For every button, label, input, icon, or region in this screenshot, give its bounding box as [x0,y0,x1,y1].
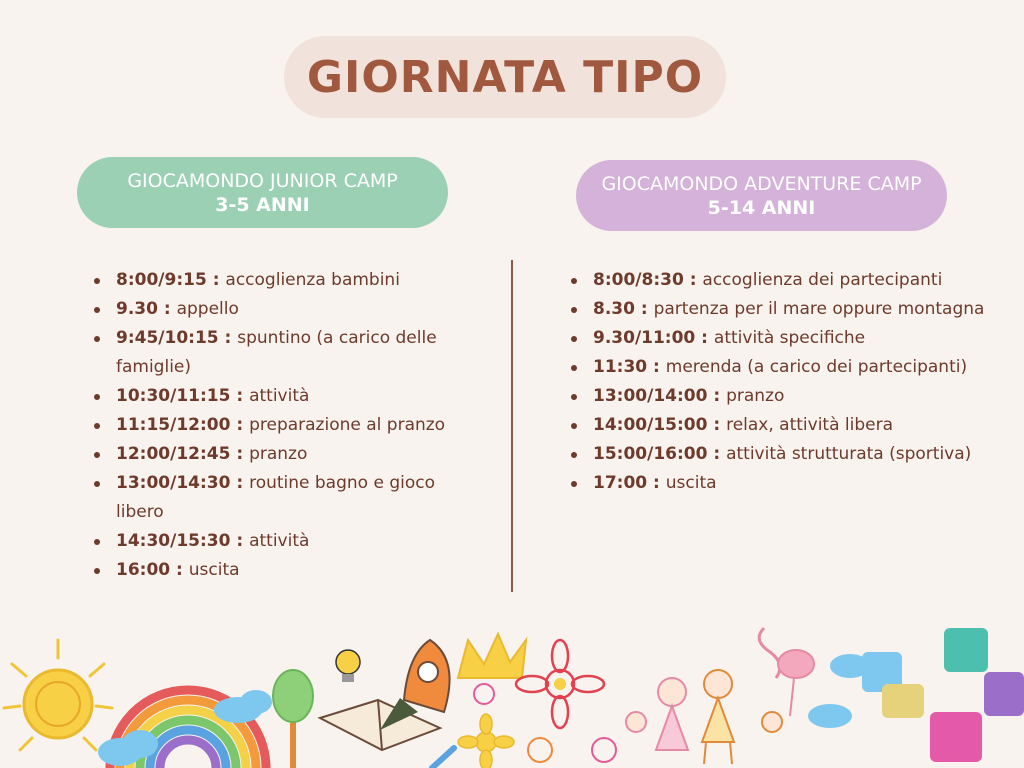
schedule-separator: : [157,299,177,319]
junior-camp-badge [77,157,448,228]
schedule-time: 12:00/12:45 [116,444,231,464]
schedule-time: 10:30/11:15 [116,386,231,406]
schedule-time: 15:00/16:00 [593,444,708,464]
adventure-schedule-item [569,295,989,324]
schedule-description: attività [249,531,310,551]
schedule-time: 17:00 [593,473,648,493]
junior-schedule-item [92,440,472,469]
adventure-schedule-item [569,324,989,353]
schedule-separator: : [634,299,654,319]
schedule-description: uscita [188,560,240,580]
schedule-separator: : [206,270,226,290]
junior-schedule-item [92,527,472,556]
schedule-description: pranzo [726,386,785,406]
junior-schedule-item [92,266,472,295]
schedule-time: 8:00/8:30 [593,270,684,290]
schedule-description: accoglienza dei partecipanti [702,270,943,290]
junior-schedule-item [92,382,472,411]
schedule-description: attività [249,386,310,406]
schedule-separator: : [707,415,727,435]
kids-drawings-decoration [0,600,1024,768]
column-divider [511,260,513,592]
title-banner [284,36,726,118]
junior-schedule-item [92,295,472,324]
schedule-separator: : [695,328,714,348]
book-icon [320,700,440,750]
junior-schedule-item [92,469,472,527]
junior-camp-age: 3-5 ANNI [215,193,310,216]
page-title: GIORNATA TIPO [306,51,704,103]
schedule-description: relax, attività libera [726,415,894,435]
junior-camp-name: GIOCAMONDO JUNIOR CAMP [127,169,398,192]
schedule-description: pranzo [249,444,308,464]
schedule-description: merenda (a carico dei partecipanti) [665,357,968,377]
schedule-separator: : [683,270,703,290]
tree-icon [273,670,313,768]
schedule-description: routine bagno e gioco libero [116,473,435,522]
adventure-camp-age: 5-14 ANNI [707,196,816,219]
schedule-time: 14:00/15:00 [593,415,708,435]
schedule-separator: : [707,444,727,464]
schedule-time: 11:30 [593,357,648,377]
adventure-schedule-item [569,382,989,411]
schedule-time: 14:30/15:30 [116,531,231,551]
schedule-description: uscita [665,473,717,493]
schedule-separator: : [230,531,250,551]
sun-icon [4,640,112,750]
schedule-separator: : [647,357,666,377]
schedule-description: partenza per il mare oppure montagna [653,299,985,319]
puzzle-icon [862,628,1024,762]
schedule-description: attività strutturata (sportiva) [726,444,972,464]
schedule-description: accoglienza bambini [225,270,400,290]
junior-schedule-list [92,266,472,585]
crown-icon [458,634,526,678]
schedule-time: 9.30 [116,299,158,319]
schedule-separator: : [707,386,727,406]
adventure-schedule-item [569,353,989,382]
adventure-camp-name: GIOCAMONDO ADVENTURE CAMP [601,172,922,195]
adventure-schedule-list [569,266,989,498]
schedule-time: 9:45/10:15 [116,328,219,348]
adventure-schedule-item [569,440,989,469]
adventure-schedule-item [569,266,989,295]
schedule-description: attività specifiche [713,328,866,348]
lightbulb-icon [336,650,360,682]
schedule-time: 8.30 [593,299,635,319]
children-icon [626,670,782,764]
schedule-separator: : [230,473,250,493]
junior-schedule-item [92,324,472,382]
schedule-description: preparazione al pranzo [249,415,446,435]
junior-schedule-item [92,556,472,585]
schedule-time: 8:00/9:15 [116,270,207,290]
adventure-schedule-item [569,469,989,498]
adventure-schedule-item [569,411,989,440]
schedule-time: 16:00 [116,560,171,580]
schedule-separator: : [230,386,250,406]
schedule-separator: : [230,444,250,464]
schedule-separator: : [218,328,238,348]
schedule-separator: : [230,415,250,435]
schedule-description: appello [176,299,239,319]
adventure-camp-badge [576,160,947,231]
schedule-time: 13:00/14:00 [593,386,708,406]
schedule-time: 11:15/12:00 [116,415,231,435]
junior-schedule-item [92,411,472,440]
schedule-separator: : [170,560,189,580]
schedule-separator: : [647,473,666,493]
schedule-description: spuntino (a carico delle famiglie) [116,328,437,377]
schedule-time: 13:00/14:30 [116,473,231,493]
flamingo-icon [759,628,814,716]
schedule-time: 9.30/11:00 [593,328,696,348]
